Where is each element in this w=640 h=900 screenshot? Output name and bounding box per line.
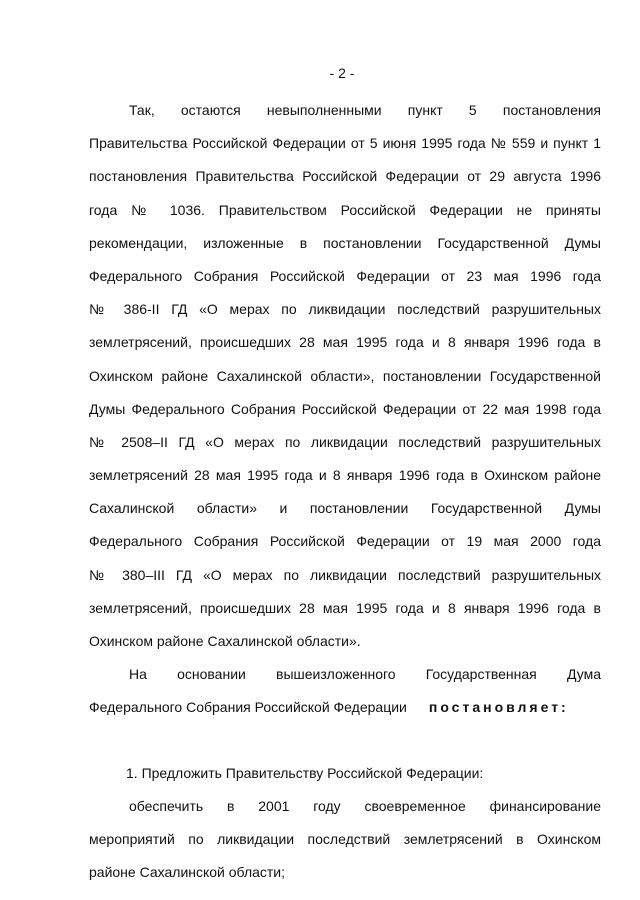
text-line: На основании вышеизложенного Государственная Дума [129, 666, 601, 683]
text-line [89, 691, 601, 724]
text-line: постановления Правительства Российской Федерации от 29 августа 1996 [89, 168, 601, 185]
text-line: обеспечить в 2001 году своевременное финансирование [129, 797, 601, 814]
text-line: Федерального Собрания Российской Федерации от 23 мая 1996 года [89, 267, 601, 284]
paragraph-findings [89, 94, 601, 658]
text-line: Думы Федерального Собрания Российской Федерации от 22 мая 1998 года [89, 400, 601, 417]
text-line: землетрясений 28 мая 1995 года и 8 января 1996 года в Охинском районе [89, 467, 601, 484]
text-line: № 386-II ГД «О мерах по ликвидации последствий разрушительных [89, 301, 601, 318]
text-line: Федерального Собрания Российской Федерации от 19 мая 2000 года [89, 533, 601, 550]
resolution-item-1 [89, 757, 601, 890]
resolves-emphasis: постановляет: [428, 699, 569, 716]
text-line: Правительства Российской Федерации от 5 июня 1995 года № 559 и пункт 1 [89, 135, 601, 152]
page-number: - 2 - [329, 65, 355, 81]
paragraph-resolution [89, 658, 601, 724]
text-line: Охинском районе Сахалинской области». [89, 633, 361, 649]
text-line: рекомендации, изложенные в постановлении Государственной Думы [89, 234, 601, 251]
text-line: Так, остаются невыполненными пункт 5 постановления [129, 102, 601, 118]
section-spacer [89, 725, 601, 757]
text-line: Охинском районе Сахалинской области», постановлении Государственной [89, 367, 601, 384]
text-segment: Федерального Собрания Российской Федерации [89, 699, 407, 716]
text-line: № 2508–II ГД «О мерах по ликвидации последствий разрушительных [89, 433, 601, 450]
item-heading: 1. Предложить Правительству Российской Федерации: [126, 764, 484, 781]
text-line: года № 1036. Правительством Российской Федерации не приняты [89, 201, 601, 218]
text-line: землетрясений, происшедших 28 мая 1995 года и 8 января 1996 года в [89, 599, 601, 616]
document-body [89, 94, 601, 889]
text-line: Сахалинской области» и постановлении Государственной Думы [89, 500, 601, 517]
text-line: районе Сахалинской области; [89, 864, 286, 881]
text-line: мероприятий по ликвидации последствий землетрясений в Охинском [89, 830, 601, 847]
text-line: землетрясений, происшедших 28 мая 1995 года и 8 января 1996 года в [89, 334, 601, 351]
text-line: № 380–III ГД «О мерах по ликвидации последствий разрушительных [89, 566, 601, 583]
